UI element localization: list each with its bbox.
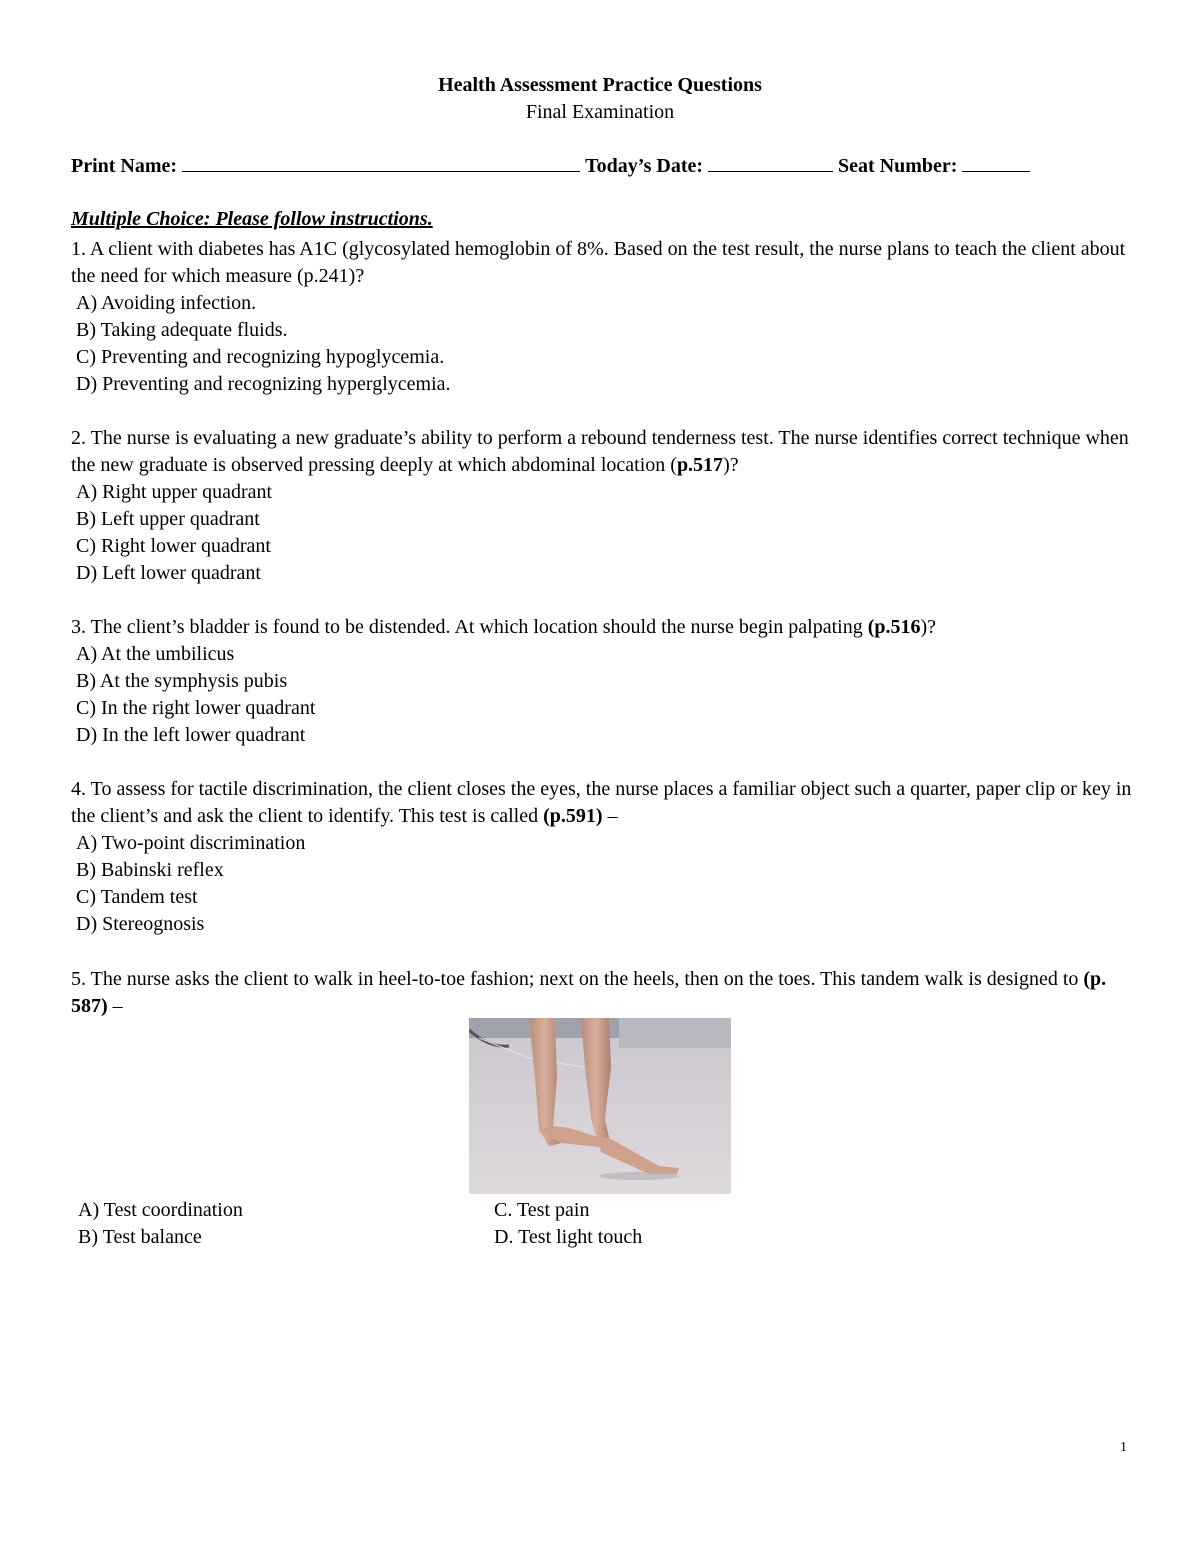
option-b: B) Left upper quadrant — [76, 508, 260, 530]
option-c: C) Right lower quadrant — [76, 535, 271, 557]
question-3 — [71, 614, 1136, 749]
question-4 — [71, 776, 1136, 938]
page-reference: (p.516 — [867, 616, 921, 638]
question-text: 2. The nurse is evaluating a new graduate’s ability to perform a rebound tenderness test. The nurse identifies correct technique when the new graduate is observed pressing deeply at which abdominal location (p.517)? — [71, 427, 1129, 476]
option-b: B) Taking adequate fluids. — [76, 319, 288, 341]
option-c: C) In the right lower quadrant — [76, 697, 316, 719]
tandem-walk-photo — [469, 1018, 731, 1194]
question-2 — [71, 425, 1136, 587]
option-a: A) Avoiding infection. — [76, 292, 257, 314]
question-5 — [71, 966, 1136, 1020]
question-text: 4. To assess for tactile discrimination, the client closes the eyes, the nurse places a familiar object such a quarter, paper clip or key in the client’s and ask the client to identify. This test is called (p.591) – — [71, 778, 1132, 827]
page-reference: (p.591) — [543, 805, 603, 827]
option-d: D) In the left lower quadrant — [76, 724, 306, 746]
option-b: B) At the symphysis pubis — [76, 670, 288, 692]
date-label: Today’s Date: — [585, 155, 704, 177]
option-d: D. Test light touch — [494, 1226, 643, 1248]
page-reference: (p. 587) — [71, 968, 1107, 1017]
option-d: D) Preventing and recognizing hyperglycemia. — [76, 373, 451, 395]
option-b: B) Test balance — [78, 1226, 202, 1248]
option-b: B) Babinski reflex — [76, 859, 224, 881]
option-c: C) Tandem test — [76, 886, 198, 908]
page-subtitle: Final Examination — [525, 101, 675, 123]
option-d: D) Stereognosis — [76, 913, 205, 935]
question-text: 3. The client’s bladder is found to be distended. At which location should the nurse begin palpating (p.516)? — [71, 616, 937, 638]
question-5-options — [78, 1197, 778, 1251]
question-1 — [71, 236, 1136, 398]
option-c: C) Preventing and recognizing hypoglycemia. — [76, 346, 445, 368]
section-heading: Multiple Choice: Please follow instructions. — [71, 208, 433, 230]
date-field[interactable] — [708, 155, 833, 172]
page-title: Health Assessment Practice Questions — [438, 74, 762, 96]
print-name-field[interactable] — [182, 155, 580, 172]
option-c: C. Test pain — [494, 1199, 590, 1221]
option-a: A) Right upper quadrant — [76, 481, 273, 503]
option-a: A) At the umbilicus — [76, 643, 235, 665]
page-number: 1 — [1120, 1440, 1127, 1455]
student-info-line — [71, 155, 1131, 178]
option-a: A) Two-point discrimination — [76, 832, 306, 854]
seat-field[interactable] — [962, 155, 1030, 172]
option-d: D) Left lower quadrant — [76, 562, 261, 584]
seat-label: Seat Number: — [838, 155, 958, 177]
page-reference: p.517 — [676, 454, 724, 476]
option-a: A) Test coordination — [78, 1199, 243, 1221]
print-name-label: Print Name: — [71, 155, 178, 177]
question-text: 5. The nurse asks the client to walk in heel-to-toe fashion; next on the heels, then on the toes. This tandem walk is designed to (p. 587) – — [71, 968, 1107, 1017]
question-text: 1. A client with diabetes has A1C (glycosylated hemoglobin of 8%. Based on the test result, the nurse plans to teach the client about the need for which measure (p.241)? — [71, 238, 1126, 287]
